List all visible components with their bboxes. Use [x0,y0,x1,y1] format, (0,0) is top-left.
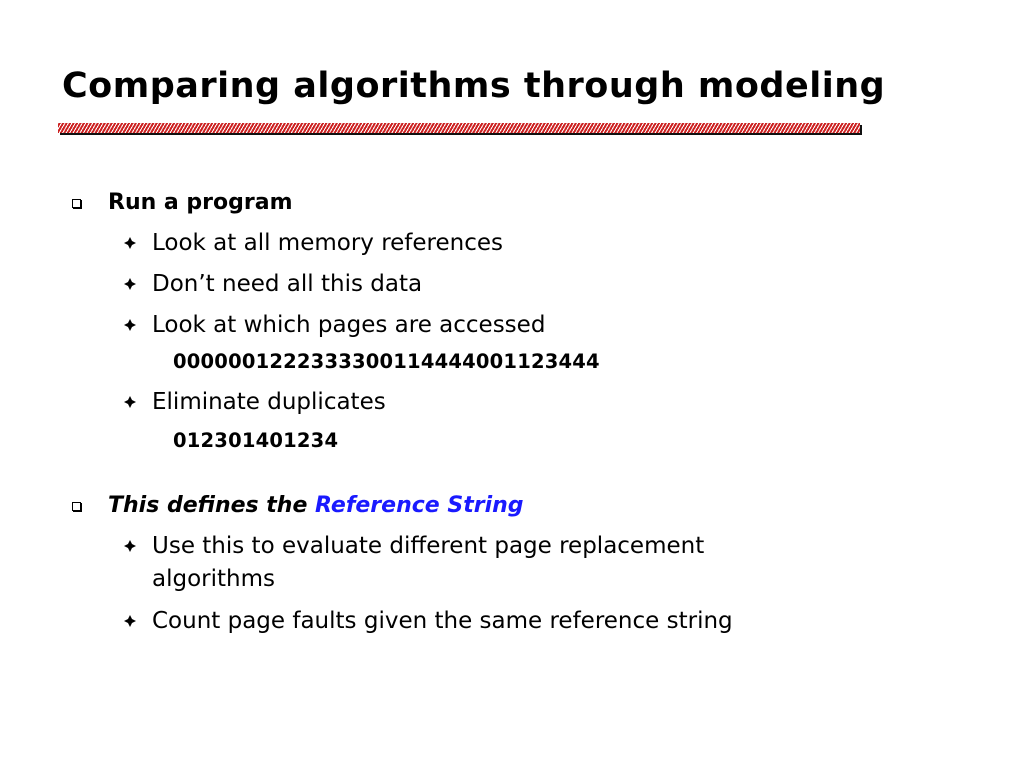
sub-bullet-text-continuation: algorithms [152,566,275,592]
diamond-bullet-icon [124,615,136,627]
title-underline [58,123,860,133]
bullet-reference-string [72,492,672,520]
bullet-text: Run a program [108,190,293,215]
sub-bullet-evaluate-algorithms [124,530,844,563]
bullet-text [108,492,524,520]
sub-bullet-pages-accessed [124,309,724,342]
bullet-run-a-program [72,189,472,217]
diamond-bullet-icon [124,396,136,408]
sub-bullet-memory-references [124,227,724,260]
diamond-bullet-icon [124,237,136,249]
bullet-text-prefix: This defines the [108,493,316,518]
square-bullet-icon [72,502,81,511]
slide-title: Comparing algorithms through modeling [62,66,886,106]
sub-bullet-text: Look at which pages are accessed [152,312,546,338]
sub-bullet-text: Look at all memory references [152,230,504,256]
diamond-bullet-icon [124,319,136,331]
sub-bullet-evaluate-algorithms-cont [124,563,724,596]
deduplicated-sequence: 012301401234 [173,429,339,452]
sub-bullet-text: Eliminate duplicates [152,389,386,415]
sub-bullet-text: Don’t need all this data [152,271,423,297]
diamond-bullet-icon [124,278,136,290]
sub-bullet-count-page-faults [124,605,884,638]
sub-bullet-text: Use this to evaluate different page replacement [152,533,705,559]
sub-bullet-dont-need-data [124,268,724,301]
sub-bullet-text: Count page faults given the same reference string [152,608,733,634]
square-bullet-icon [72,199,81,208]
diamond-bullet-icon [124,540,136,552]
sub-bullet-eliminate-duplicates [124,386,724,419]
reference-string-term: Reference String [315,493,524,518]
full-page-sequence: 0000001222333300114444001123444 [173,350,600,373]
